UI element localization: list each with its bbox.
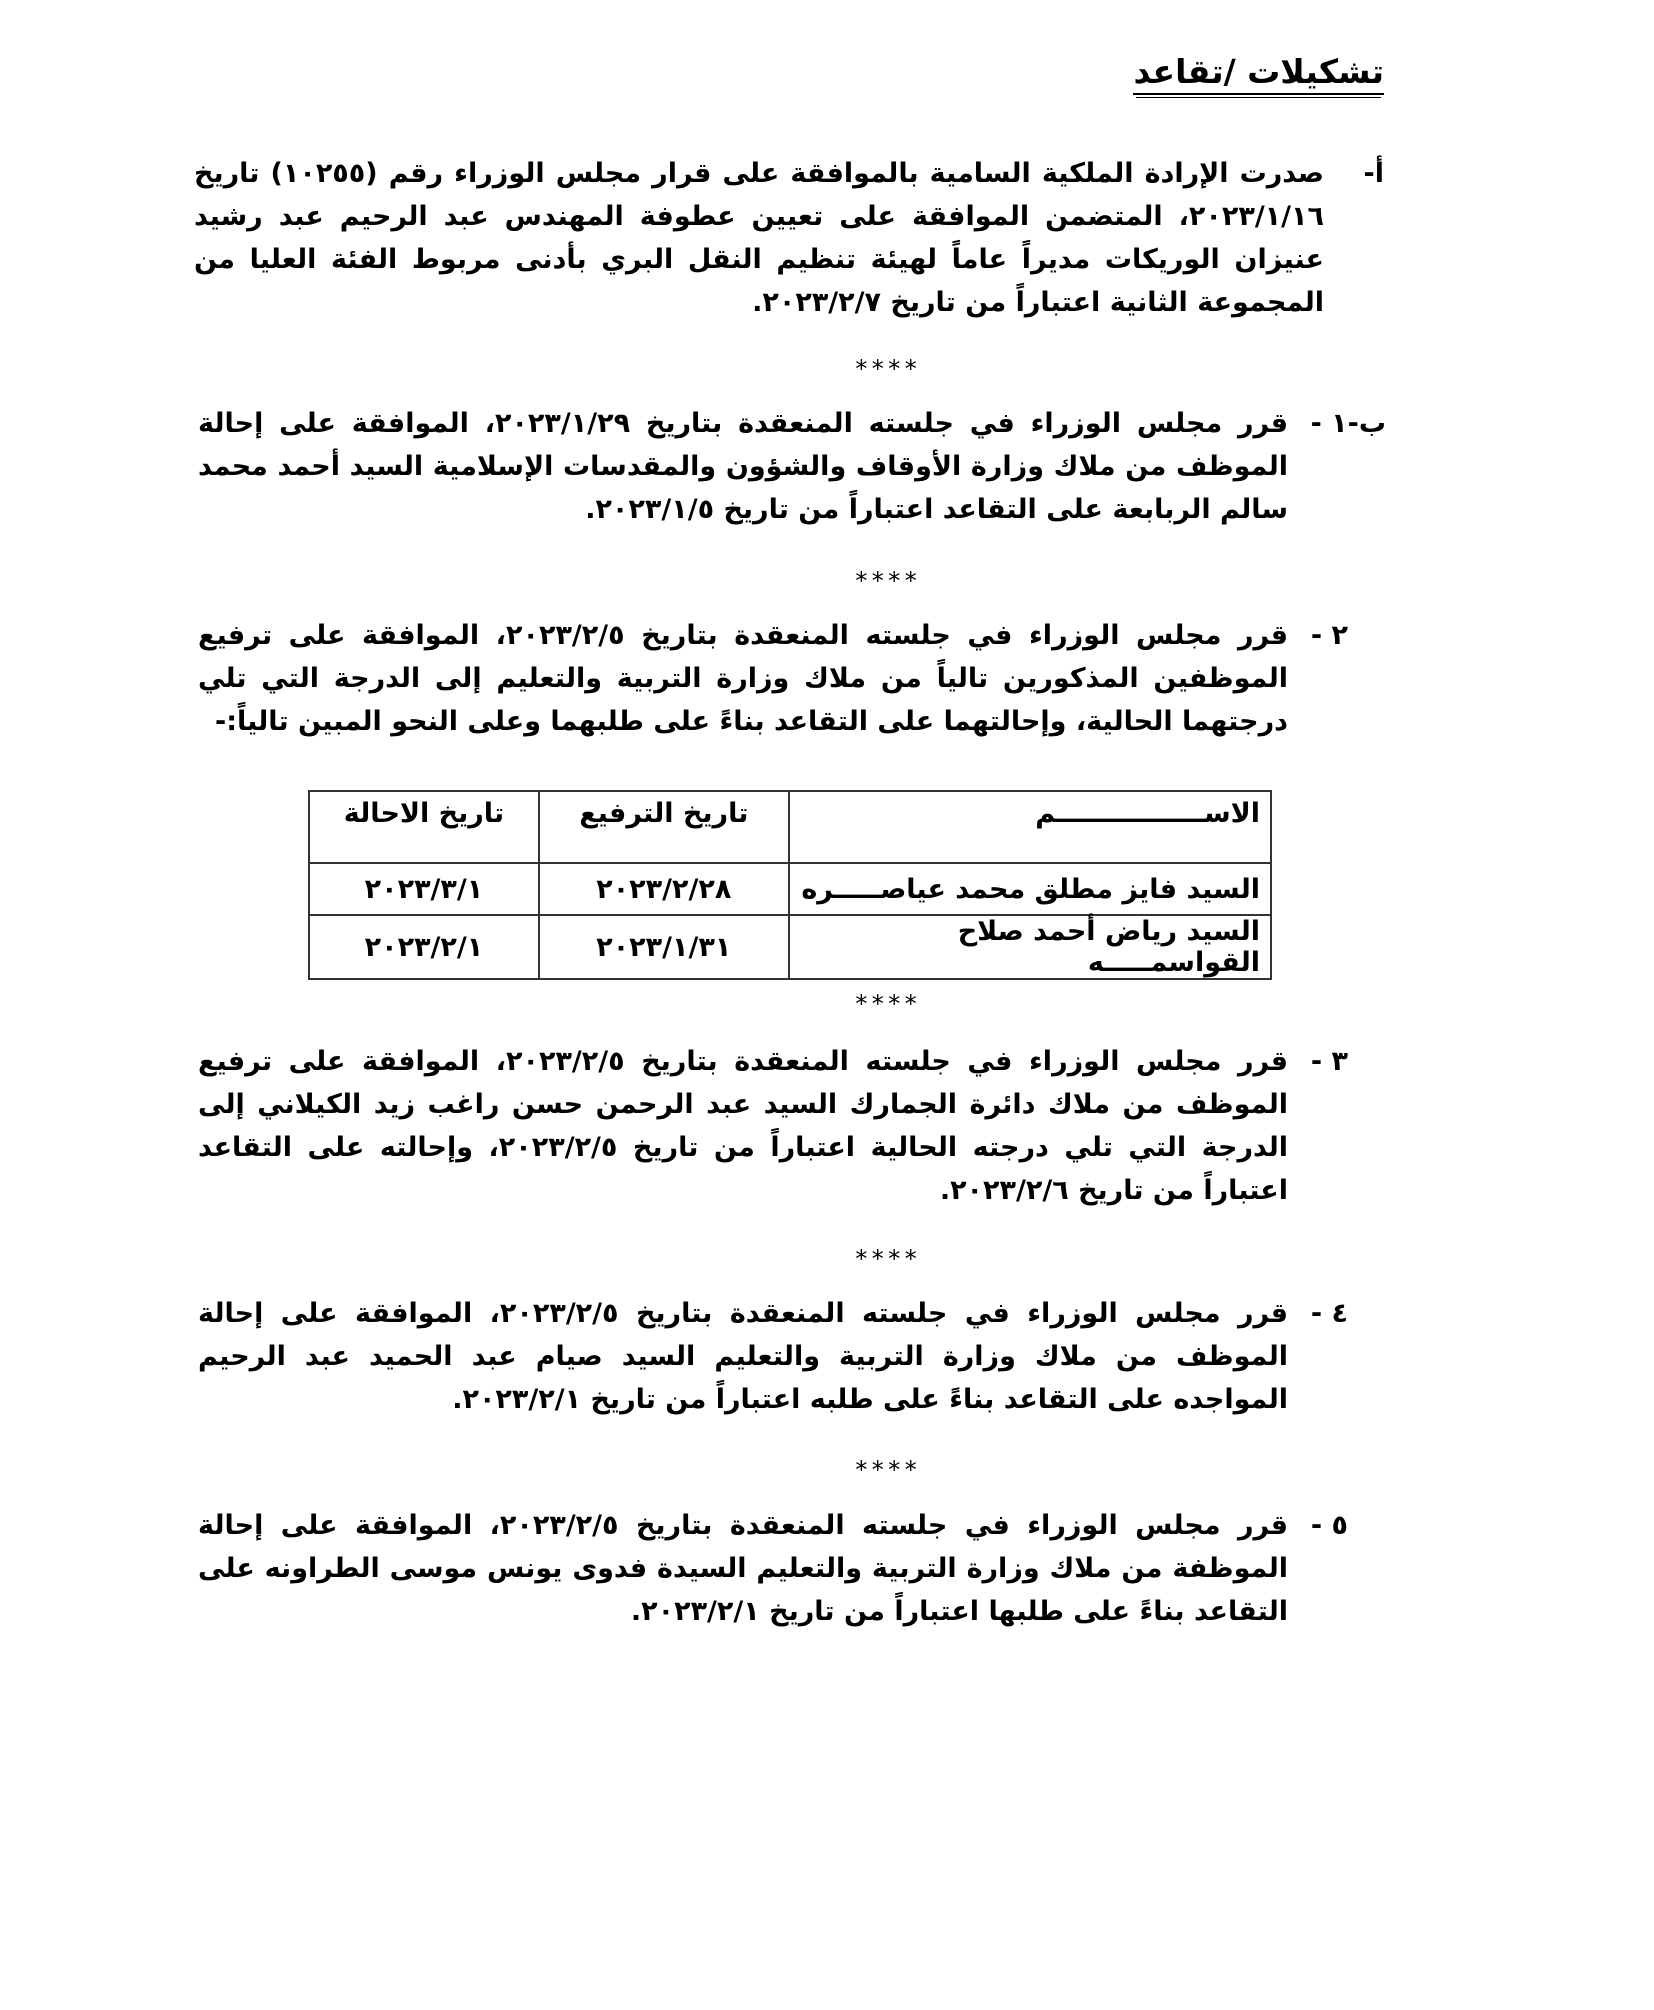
separator: **** (854, 355, 920, 383)
cell-name: السيد فايز مطلق محمد عياصـــــره (789, 863, 1271, 915)
section-label: ب-١ - (1310, 408, 1386, 439)
section-4 (198, 1292, 1348, 1421)
table-row (309, 915, 1271, 979)
separator: **** (854, 1245, 920, 1273)
page-title: تشكيلات /تقاعد (1133, 52, 1384, 95)
cell-promotion-date: ٢٠٢٣/٢/٢٨ (539, 863, 789, 915)
section-label: ٣ - (1310, 1046, 1348, 1077)
column-header-retirement-date: تاريخ الاحالة (309, 791, 539, 863)
section-b1 (198, 402, 1386, 531)
section-text: صدرت الإرادة الملكية السامية بالموافقة على قرار مجلس الوزراء رقم (١٠٢٥٥) تاريخ ٢٠٢٣/١/١٦، المتضمن الموافقة على تعيين عطوفة المهندس عبد الرحيم عبد رشيد عنيزان الوريكات مديراً عاماً لهيئة تنظيم النقل البري بأدنى مربوط الفئة العليا من المجموعة الثانية اعتباراً من تاريخ ٢٠٢٣/٢/٧. (194, 158, 1324, 318)
cell-name: السيد رياض أحمد صلاح القواسمـــــه (789, 915, 1271, 979)
section-text: قرر مجلس الوزراء في جلسته المنعقدة بتاريخ ٢٠٢٣/٢/٥، الموافقة على ترفيع الموظف من ملاك دائرة الجمارك السيد عبد الرحمن حسن راغب زيد الكيلاني إلى الدرجة التي تلي درجته الحالية اعتباراً من تاريخ ٢٠٢٣/٢/٥، وإحالته على التقاعد اعتباراً من تاريخ ٢٠٢٣/٢/٦. (198, 1046, 1289, 1206)
separator: **** (854, 567, 920, 595)
table-header-row (309, 791, 1271, 863)
section-3 (198, 1040, 1348, 1212)
section-label: ٤ - (1310, 1298, 1348, 1329)
cell-retirement-date: ٢٠٢٣/٢/١ (309, 915, 539, 979)
section-label: أ- (1363, 158, 1384, 189)
separator: **** (854, 1456, 920, 1484)
promotion-retirement-table (308, 790, 1272, 980)
section-2 (198, 614, 1348, 743)
section-label: ٢ - (1310, 620, 1348, 651)
section-label: ٥ - (1310, 1510, 1348, 1541)
separator: **** (854, 990, 920, 1018)
cell-promotion-date: ٢٠٢٣/١/٣١ (539, 915, 789, 979)
table-row (309, 863, 1271, 915)
section-text: قرر مجلس الوزراء في جلسته المنعقدة بتاريخ ٢٠٢٣/١/٢٩، الموافقة على إحالة الموظف من ملاك وزارة الأوقاف والشؤون والمقدسات الإسلامية السيد أحمد محمد سالم الربابعة على التقاعد اعتباراً من تاريخ ٢٠٢٣/١/٥. (198, 408, 1289, 525)
section-text: قرر مجلس الوزراء في جلسته المنعقدة بتاريخ ٢٠٢٣/٢/٥، الموافقة على ترفيع الموظفين المذكورين تالياً من ملاك وزارة التربية والتعليم إلى الدرجة التي تلي درجتهما الحالية، وإحالتهما على التقاعد بناءً على طلبهما وعلى النحو المبين تالياً:- (198, 620, 1289, 737)
column-header-name: الاســــــــــــــــم (789, 791, 1271, 863)
cell-retirement-date: ٢٠٢٣/٣/١ (309, 863, 539, 915)
section-a (194, 152, 1384, 324)
section-text: قرر مجلس الوزراء في جلسته المنعقدة بتاريخ ٢٠٢٣/٢/٥، الموافقة على إحالة الموظف من ملاك وزارة التربية والتعليم السيد صيام عبد الحميد عبد الرحيم المواجده على التقاعد بناءً على طلبه اعتباراً من تاريخ ٢٠٢٣/٢/١. (198, 1298, 1288, 1415)
column-header-promotion-date: تاريخ الترفيع (539, 791, 789, 863)
section-text: قرر مجلس الوزراء في جلسته المنعقدة بتاريخ ٢٠٢٣/٢/٥، الموافقة على إحالة الموظفة من ملاك وزارة التربية والتعليم السيدة فدوى يونس موسى الطراونه على التقاعد بناءً على طلبها اعتباراً من تاريخ ٢٠٢٣/٢/١. (198, 1510, 1288, 1627)
section-5 (198, 1504, 1348, 1633)
